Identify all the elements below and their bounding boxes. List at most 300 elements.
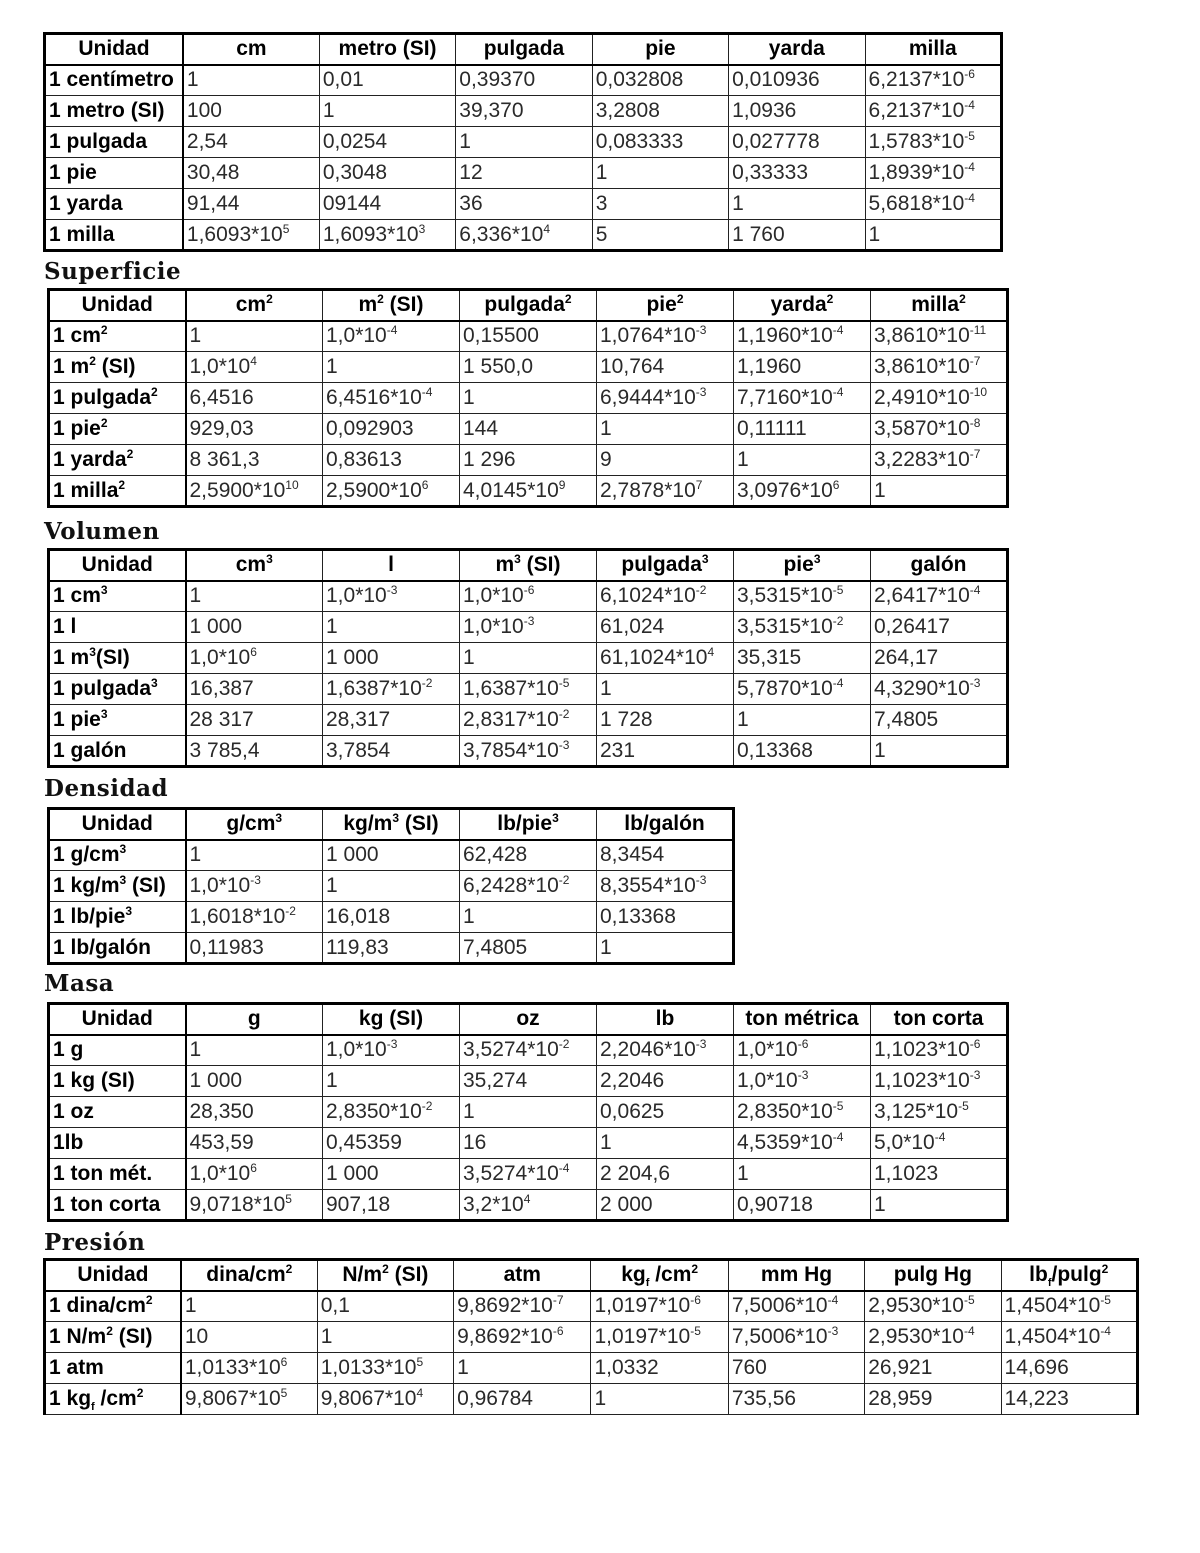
table-cell: 1,1960	[734, 352, 871, 383]
table-cell: 14,223	[1001, 1384, 1137, 1415]
row-label: 1 pulgada$^3$	[49, 674, 186, 705]
table-cell: 0,90718	[734, 1190, 871, 1221]
column-header: lb/pie$^3$	[460, 809, 597, 840]
table-cell: 8,3454	[597, 840, 734, 871]
table-cell: 1	[871, 1190, 1008, 1221]
table-row	[49, 1159, 1008, 1190]
table-cell: $1,6093*10^5$	[183, 220, 319, 251]
table-cell: 0,083333	[592, 127, 728, 158]
table-cell: 09144	[319, 189, 455, 220]
table-cell: $7,5006*10^{-4}$	[728, 1291, 864, 1322]
table-cell: $1,0133*10^5$	[317, 1353, 453, 1384]
table-cell: $3,8610*10^{-11}$	[871, 321, 1008, 352]
row-label: 1lb	[49, 1128, 186, 1159]
column-header: pulgada	[456, 34, 592, 65]
table-row	[49, 581, 1008, 612]
table-cell: $4,5359*10^{-4}$	[734, 1128, 871, 1159]
table-cell: $1,0*10^{-3}$	[323, 1035, 460, 1066]
table-cell: 1 550,0	[460, 352, 597, 383]
table-row	[49, 414, 1008, 445]
table-cell: $5,6818*10^{-4}$	[865, 189, 1001, 220]
table-cell: $2,8350*10^{-2}$	[323, 1097, 460, 1128]
table-volumen	[47, 548, 1009, 768]
table-cell: $1,4504*10^{-5}$	[1001, 1291, 1137, 1322]
table-header-row	[49, 290, 1008, 321]
table-cell: 907,18	[323, 1190, 460, 1221]
row-label: 1 kg (SI)	[49, 1066, 186, 1097]
table-cell: 735,56	[728, 1384, 864, 1415]
table-cell: 1,0936	[729, 96, 865, 127]
column-header: pulg Hg	[865, 1260, 1001, 1291]
table-cell: 91,44	[183, 189, 319, 220]
row-label: 1 galón	[49, 736, 186, 767]
table-cell: $2,6417*10^{-4}$	[871, 581, 1008, 612]
table-cell: $6,9444*10^{-3}$	[597, 383, 734, 414]
table-superficie	[47, 288, 1009, 508]
table-cell: 30,48	[183, 158, 319, 189]
column-header: $cm^3$	[186, 550, 323, 581]
table-cell: 1	[460, 643, 597, 674]
table-cell: 0,39370	[456, 65, 592, 96]
table-cell: 1 000	[323, 840, 460, 871]
table-cell: $9,8692*10^{-6}$	[454, 1322, 591, 1353]
table-cell: 10	[181, 1322, 317, 1353]
row-label: 1 lb/galón	[49, 933, 186, 964]
table-cell: 1	[323, 612, 460, 643]
table-cell: 3	[592, 189, 728, 220]
table-cell: $8,3554*10^{-3}$	[597, 871, 734, 902]
column-header: Unidad	[49, 1004, 186, 1035]
table-row	[49, 612, 1008, 643]
table-cell: 1	[317, 1322, 453, 1353]
table-cell: 28,350	[186, 1097, 323, 1128]
row-label: 1 $cm^2$	[49, 321, 186, 352]
table-cell: 1	[456, 127, 592, 158]
table-cell: $1,8939*10^{-4}$	[865, 158, 1001, 189]
table-cell: 1	[460, 383, 597, 414]
table-cell: $1,1023*10^{-6}$	[871, 1035, 1008, 1066]
table-cell: 0,26417	[871, 612, 1008, 643]
table-cell: 1	[186, 840, 323, 871]
table-cell: 0,1	[317, 1291, 453, 1322]
table-row	[49, 445, 1008, 476]
column-header: pie$^2$	[597, 290, 734, 321]
column-header: milla	[865, 34, 1001, 65]
column-header: lb/galón	[597, 809, 734, 840]
table-cell: $6,2137*10^{-6}$	[865, 65, 1001, 96]
table-cell: $1,0*10^{-3}$	[323, 581, 460, 612]
table-cell: 1	[597, 674, 734, 705]
table-cell: 1	[591, 1384, 728, 1415]
table-cell: $1,0197*10^{-5}$	[591, 1322, 728, 1353]
table-cell: $1,0133*10^6$	[181, 1353, 317, 1384]
table-cell: 5	[592, 220, 728, 251]
table-cell: 1	[186, 1035, 323, 1066]
table-cell: $1,6387*10^{-2}$	[323, 674, 460, 705]
table-cell: 7,4805	[460, 933, 597, 964]
table-cell: 1	[729, 189, 865, 220]
table-row	[45, 189, 1002, 220]
row-label: 1 $m^2$ (SI)	[49, 352, 186, 383]
table-presion	[43, 1258, 1139, 1415]
table-cell: 1 728	[597, 705, 734, 736]
column-header: lb	[597, 1004, 734, 1035]
table-cell: 1	[460, 1097, 597, 1128]
table-cell: $2,8350*10^{-5}$	[734, 1097, 871, 1128]
table-cell: 119,83	[323, 933, 460, 964]
table-cell: $2,8317*10^{-2}$	[460, 705, 597, 736]
table-cell: $1,0*10^6$	[186, 643, 323, 674]
row-label: 1 lb/pie$^3$	[49, 902, 186, 933]
table-cell: $4,0145*10^9$	[460, 476, 597, 507]
table-cell: $3,2283*10^{-7}$	[871, 445, 1008, 476]
table-cell: $1,0*10^4$	[186, 352, 323, 383]
table-cell: $2,9530*10^{-5}$	[865, 1291, 1001, 1322]
table-cell: 1 000	[186, 1066, 323, 1097]
table-row	[49, 840, 734, 871]
row-label: 1 yarda$^2$	[49, 445, 186, 476]
row-label: 1 centímetro	[45, 65, 183, 96]
column-header: oz	[460, 1004, 597, 1035]
row-label: 1 g	[49, 1035, 186, 1066]
table-cell: $1,6093*10^3$	[319, 220, 455, 251]
table-cell: 1	[454, 1353, 591, 1384]
table-cell: 16,387	[186, 674, 323, 705]
row-label: 1 oz	[49, 1097, 186, 1128]
table-cell: 9	[597, 445, 734, 476]
table-cell: 1	[871, 476, 1008, 507]
table-cell: 1	[183, 65, 319, 96]
row-label: 1 pulgada$^2$	[49, 383, 186, 414]
column-header: kg (SI)	[323, 1004, 460, 1035]
column-header: ton corta	[871, 1004, 1008, 1035]
row-label: 1 pie$^3$	[49, 705, 186, 736]
table-row	[45, 127, 1002, 158]
table-cell: $5,0*10^{-4}$	[871, 1128, 1008, 1159]
table-cell: 1,0332	[591, 1353, 728, 1384]
table-row	[45, 1353, 1138, 1384]
row-label: 1 pulgada	[45, 127, 183, 158]
row-label: 1 pie$^2$	[49, 414, 186, 445]
table-cell: 1	[871, 736, 1008, 767]
section-title-presion: Presión	[44, 1229, 146, 1256]
row-label: 1 milla	[45, 220, 183, 251]
table-header-row	[45, 34, 1002, 65]
table-cell: 1	[323, 1066, 460, 1097]
table-cell: 0,010936	[729, 65, 865, 96]
column-header: dina/$cm^2$	[181, 1260, 317, 1291]
row-label: 1 $m^3(SI)$	[49, 643, 186, 674]
table-cell: 0,15500	[460, 321, 597, 352]
table-cell: 39,370	[456, 96, 592, 127]
table-row	[49, 1066, 1008, 1097]
column-header: yarda$^2$	[734, 290, 871, 321]
table-cell: 62,428	[460, 840, 597, 871]
row-label: 1 ton corta	[49, 1190, 186, 1221]
column-header: $kg/m^3$ (SI)	[323, 809, 460, 840]
column-header: $m^2$ (SI)	[323, 290, 460, 321]
table-cell: 0,45359	[323, 1128, 460, 1159]
row-label: 1 atm	[45, 1353, 181, 1384]
table-cell: $9,0718*10^5$	[186, 1190, 323, 1221]
table-cell: $9,8067*10^4$	[317, 1384, 453, 1415]
section-title-volumen: Volumen	[44, 518, 160, 545]
table-row	[49, 902, 734, 933]
table-cell: 28 317	[186, 705, 323, 736]
table-cell: $1,0197*10^{-6}$	[591, 1291, 728, 1322]
table-cell: 1	[181, 1291, 317, 1322]
table-cell: $2,2046*10^{-3}$	[597, 1035, 734, 1066]
table-header-row	[49, 1004, 1008, 1035]
table-cell: 0,83613	[323, 445, 460, 476]
table-cell: $6,2428*10^{-2}$	[460, 871, 597, 902]
table-cell: 2,2046	[597, 1066, 734, 1097]
table-cell: $4,3290*10^{-3}$	[871, 674, 1008, 705]
table-row	[49, 871, 734, 902]
table-cell: $1,0*10^{-4}$	[323, 321, 460, 352]
table-row	[45, 158, 1002, 189]
column-header: galón	[871, 550, 1008, 581]
table-cell: 1	[186, 581, 323, 612]
table-cell: $2,4910*10^{-10}$	[871, 383, 1008, 414]
table-cell: $6,336*10^4$	[456, 220, 592, 251]
column-header: yarda	[729, 34, 865, 65]
table-cell: 0,092903	[323, 414, 460, 445]
table-header-row	[49, 809, 734, 840]
table-cell: 6,4516	[186, 383, 323, 414]
table-cell: 1	[323, 352, 460, 383]
table-cell: $3,8610*10^{-7}$	[871, 352, 1008, 383]
table-cell: $1,0*10^{-6}$	[734, 1035, 871, 1066]
table-cell: 0,0254	[319, 127, 455, 158]
row-label: 1 $N/m^2$ (SI)	[45, 1322, 181, 1353]
table-cell: 12	[456, 158, 592, 189]
table-cell: $7,5006*10^{-3}$	[728, 1322, 864, 1353]
table-masa	[47, 1002, 1009, 1222]
table-cell: $9,8692*10^{-7}$	[454, 1291, 591, 1322]
table-row	[45, 220, 1002, 251]
table-cell: 1	[460, 902, 597, 933]
table-cell: 2 204,6	[597, 1159, 734, 1190]
table-cell: $1,0*10^{-3}$	[734, 1066, 871, 1097]
row-label: 1 ton mét.	[49, 1159, 186, 1190]
table-cell: $1,5783*10^{-5}$	[865, 127, 1001, 158]
table-cell: 0,96784	[454, 1384, 591, 1415]
table-cell: $9,8067*10^5$	[181, 1384, 317, 1415]
table-cell: $5,7870*10^{-4}$	[734, 674, 871, 705]
table-cell: 144	[460, 414, 597, 445]
table-cell: 35,274	[460, 1066, 597, 1097]
table-cell: 35,315	[734, 643, 871, 674]
column-header: pie$^3$	[734, 550, 871, 581]
row-label: 1 l	[49, 612, 186, 643]
table-cell: $1,4504*10^{-4}$	[1001, 1322, 1137, 1353]
table-cell: 3,2808	[592, 96, 728, 127]
row-label: 1 milla$^2$	[49, 476, 186, 507]
table-cell: 0,3048	[319, 158, 455, 189]
table-row	[49, 1097, 1008, 1128]
column-header: $lb_f/pulg^2$	[1001, 1260, 1137, 1291]
column-header: $g/cm^3$	[186, 809, 323, 840]
column-header: Unidad	[49, 809, 186, 840]
table-cell: 1	[186, 321, 323, 352]
row-label: 1 $kg/m^3$ (SI)	[49, 871, 186, 902]
table-header-row	[49, 550, 1008, 581]
table-cell: 0,032808	[592, 65, 728, 96]
table-cell: $3,5274*10^{-4}$	[460, 1159, 597, 1190]
column-header: Unidad	[49, 290, 186, 321]
table-cell: 8 361,3	[186, 445, 323, 476]
table-cell: $1,6018*10^{-2}$	[186, 902, 323, 933]
table-cell: $2,7878*10^7$	[597, 476, 734, 507]
table-cell: 1	[323, 871, 460, 902]
column-header: $cm^2$	[186, 290, 323, 321]
table-cell: 28,959	[865, 1384, 1001, 1415]
table-cell: 28,317	[323, 705, 460, 736]
table-cell: 1	[597, 414, 734, 445]
column-header: $N/m^2$ (SI)	[317, 1260, 453, 1291]
table-row	[49, 1128, 1008, 1159]
column-header: Unidad	[45, 1260, 181, 1291]
table-cell: $6,4516*10^{-4}$	[323, 383, 460, 414]
table-cell: $1,0*10^{-6}$	[460, 581, 597, 612]
table-cell: $1,0764*10^{-3}$	[597, 321, 734, 352]
table-cell: 0,33333	[729, 158, 865, 189]
table-cell: 1	[597, 1128, 734, 1159]
table-cell: 760	[728, 1353, 864, 1384]
column-header: pulgada$^2$	[460, 290, 597, 321]
table-cell: 3,7854	[323, 736, 460, 767]
column-header: atm	[454, 1260, 591, 1291]
row-label: 1 $g/cm^3$	[49, 840, 186, 871]
table-row	[49, 1190, 1008, 1221]
table-row	[49, 736, 1008, 767]
table-cell: 2 000	[597, 1190, 734, 1221]
column-header: Unidad	[45, 34, 183, 65]
table-cell: 0,01	[319, 65, 455, 96]
column-header: Unidad	[49, 550, 186, 581]
table-cell: 36	[456, 189, 592, 220]
table-cell: $3,5315*10^{-5}$	[734, 581, 871, 612]
table-cell: 1	[734, 1159, 871, 1190]
row-label: 1 metro (SI)	[45, 96, 183, 127]
table-cell: 10,764	[597, 352, 734, 383]
column-header: pulgada$^3$	[597, 550, 734, 581]
table-cell: $1,0*10^{-3}$	[186, 871, 323, 902]
table-row	[49, 643, 1008, 674]
table-cell: 7,4805	[871, 705, 1008, 736]
table-cell: 0,13368	[597, 902, 734, 933]
table-cell: $6,2137*10^{-4}$	[865, 96, 1001, 127]
table-cell: 1 000	[186, 612, 323, 643]
table-cell: $1,0*10^6$	[186, 1159, 323, 1190]
section-title-densidad: Densidad	[44, 775, 169, 802]
table-cell: $6,1024*10^{-2}$	[597, 581, 734, 612]
table-cell: $2,5900*10^{10}$	[186, 476, 323, 507]
table-cell: 1	[597, 933, 734, 964]
table-row	[49, 321, 1008, 352]
table-cell: 16,018	[323, 902, 460, 933]
table-cell: 1	[592, 158, 728, 189]
table-cell: 3 785,4	[186, 736, 323, 767]
table-cell: 1	[734, 705, 871, 736]
table-row	[49, 705, 1008, 736]
row-label: 1 yarda	[45, 189, 183, 220]
table-row	[45, 96, 1002, 127]
table-cell: 1	[734, 445, 871, 476]
column-header: l	[323, 550, 460, 581]
table-cell: $1,1960*10^{-4}$	[734, 321, 871, 352]
table-row	[45, 65, 1002, 96]
column-header: g	[186, 1004, 323, 1035]
table-row	[45, 1291, 1138, 1322]
column-header: pie	[592, 34, 728, 65]
table-cell: 0,13368	[734, 736, 871, 767]
table-cell: 1	[865, 220, 1001, 251]
table-cell: 264,17	[871, 643, 1008, 674]
row-label: 1 dina/$cm^2$	[45, 1291, 181, 1322]
table-row	[49, 1035, 1008, 1066]
row-label: 1 $kg_f$ $/cm^2$	[45, 1384, 181, 1415]
table-cell: 100	[183, 96, 319, 127]
table-cell: $3,2*10^4$	[460, 1190, 597, 1221]
table-cell: 61,024	[597, 612, 734, 643]
table-cell: 16	[460, 1128, 597, 1159]
column-header: ton métrica	[734, 1004, 871, 1035]
table-row	[49, 352, 1008, 383]
table-cell: $3,125*10^{-5}$	[871, 1097, 1008, 1128]
table-cell: 1 760	[729, 220, 865, 251]
table-cell: 0,027778	[729, 127, 865, 158]
table-cell: $3,7854*10^{-3}$	[460, 736, 597, 767]
table-cell: 2,54	[183, 127, 319, 158]
row-label: 1 $cm^3$	[49, 581, 186, 612]
table-cell: 1 296	[460, 445, 597, 476]
table-row	[49, 674, 1008, 705]
column-header: mm Hg	[728, 1260, 864, 1291]
table-cell: 0,0625	[597, 1097, 734, 1128]
table-header-row	[45, 1260, 1138, 1291]
table-cell: $3,5315*10^{-2}$	[734, 612, 871, 643]
table-cell: $61,1024*10^4$	[597, 643, 734, 674]
table-cell: $1,6387*10^{-5}$	[460, 674, 597, 705]
section-title-masa: Masa	[44, 970, 115, 997]
table-cell: $3,0976*10^6$	[734, 476, 871, 507]
column-header: $kg_f$ $/cm^2$	[591, 1260, 728, 1291]
table-cell: $3,5274*10^{-2}$	[460, 1035, 597, 1066]
table-row	[45, 1322, 1138, 1353]
table-cell: $1,0*10^{-3}$	[460, 612, 597, 643]
column-header: metro (SI)	[319, 34, 455, 65]
table-longitud	[43, 32, 1003, 252]
table-cell: 14,696	[1001, 1353, 1137, 1384]
table-cell: $1,1023*10^{-3}$	[871, 1066, 1008, 1097]
table-cell: $3,5870*10^{-8}$	[871, 414, 1008, 445]
section-title-superficie: Superficie	[44, 258, 182, 285]
table-row	[49, 933, 734, 964]
table-cell: 1	[319, 96, 455, 127]
table-cell: 453,59	[186, 1128, 323, 1159]
table-row	[45, 1384, 1138, 1415]
table-row	[49, 383, 1008, 414]
table-cell: 929,03	[186, 414, 323, 445]
column-header: $m^3$ (SI)	[460, 550, 597, 581]
table-cell: 231	[597, 736, 734, 767]
table-cell: 0,11983	[186, 933, 323, 964]
column-header: milla$^2$	[871, 290, 1008, 321]
table-cell: $7,7160*10^{-4}$	[734, 383, 871, 414]
table-cell: 1 000	[323, 643, 460, 674]
